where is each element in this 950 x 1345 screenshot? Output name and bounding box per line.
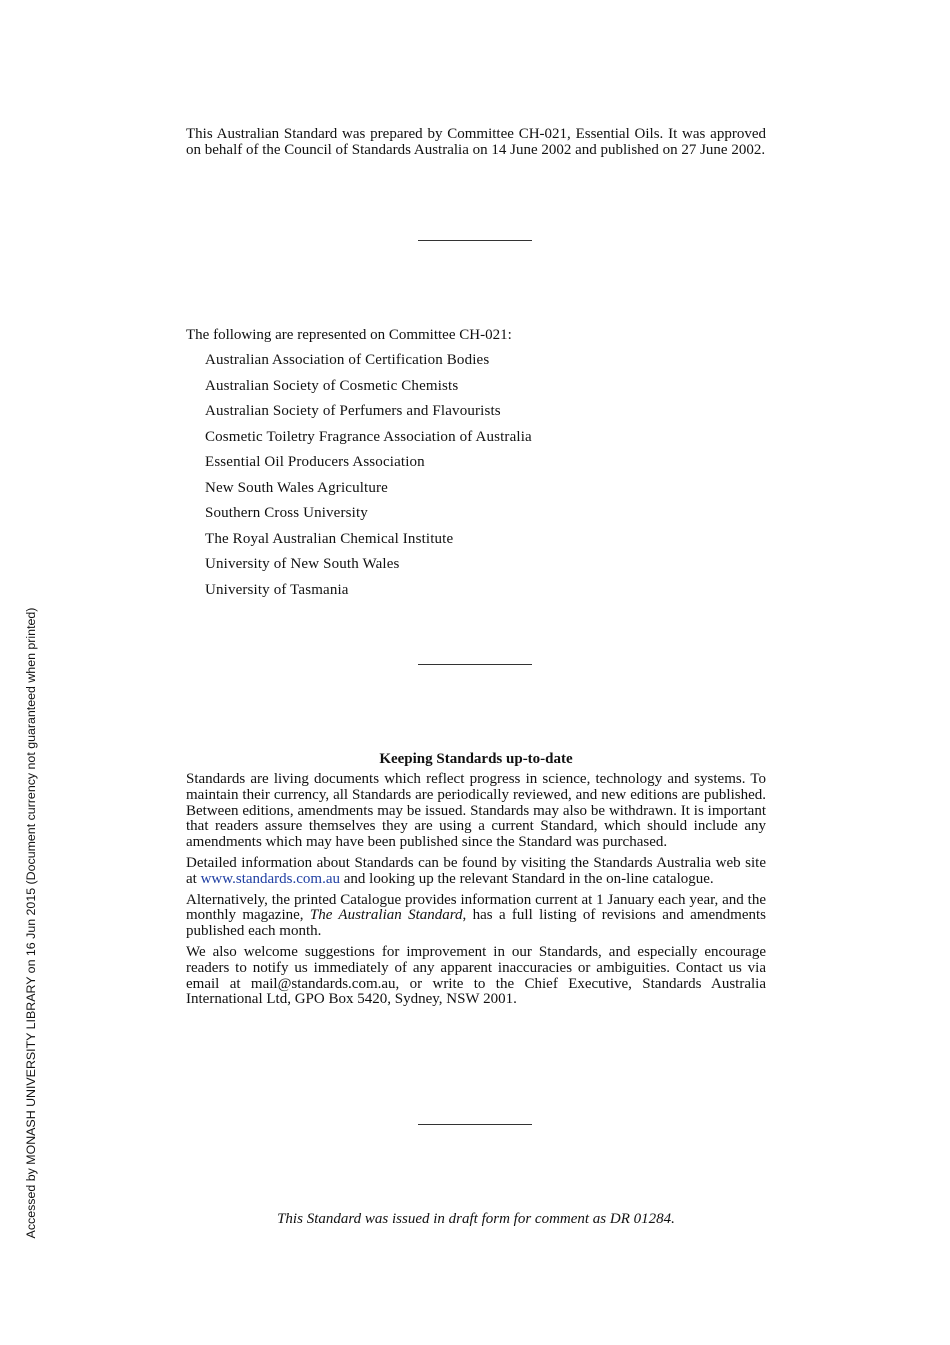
paragraph-living-documents: Standards are living documents which reflect progress in science, technology and systems. To maintain their currency, all Standards are periodically reviewed, and new editions are published. Between editions, amendments may be issued. Standards may also be withdrawn. It is important that readers assure themselves they are using a current Standard, which should include any amendments which may have been published since the Standard was purchased. xyxy=(186,771,766,851)
draft-note: This Standard was issued in draft form for comment as DR 01284. xyxy=(277,1211,675,1227)
paragraph-text: Alternatively, the printed Catalogue provides information current at 1 January each year, and the monthly magazine, xyxy=(186,891,766,924)
website-link[interactable]: www.standards.com.au xyxy=(200,870,340,887)
keeping-standards-section xyxy=(186,750,766,1013)
paragraph-text: Detailed information about Standards can be found by visiting the Standards Australia web site at xyxy=(186,854,766,887)
magazine-title: The Australian Standard xyxy=(309,907,463,924)
committee-member: Australian Society of Perfumers and Flavourists xyxy=(205,403,501,419)
paragraph-catalogue xyxy=(186,893,766,940)
committee-member: University of Tasmania xyxy=(205,581,349,598)
committee-member: Australian Association of Certification Bodies xyxy=(205,352,490,368)
preparation-statement: This Australian Standard was prepared by Committee CH-021, Essential Oils. It was approved on behalf of the Council of Standards Australia on 14 June 2002 and published on 27 June 2002. xyxy=(186,126,766,158)
paragraph-web-site xyxy=(186,856,766,888)
committee-member: Essential Oil Producers Association xyxy=(205,454,425,470)
committee-member: University of New South Wales xyxy=(205,556,400,572)
access-watermark-text: Accessed by MONASH UNIVERSITY LIBRARY on 16 Jun 2015 (Document currency not guaranteed when printed) xyxy=(24,607,38,1239)
section-divider xyxy=(418,664,532,665)
section-heading: Keeping Standards up-to-date xyxy=(379,751,573,767)
committee-member: Cosmetic Toiletry Fragrance Association of Australia xyxy=(205,428,532,445)
section-divider xyxy=(418,1124,532,1125)
committee-member: Australian Society of Cosmetic Chemists xyxy=(205,377,459,394)
committee-member: Southern Cross University xyxy=(205,505,368,521)
committee-member: The Royal Australian Chemical Institute xyxy=(205,530,454,547)
committee-heading: The following are represented on Committee CH-021: xyxy=(186,327,512,343)
section-divider xyxy=(418,240,532,241)
paragraph-text: , has a full listing of revisions and amendments published each month. xyxy=(186,907,766,940)
paragraph-text: and looking up the relevant Standard in the on-line catalogue. xyxy=(340,870,714,887)
committee-member: New South Wales Agriculture xyxy=(205,479,388,496)
paragraph-suggestions: We also welcome suggestions for improvement in our Standards, and especially encourage readers to notify us immediately of any apparent inaccuracies or ambiguities. Contact us via email at mail@standards.com.au, or write to the Chief Executive, Standards Australia International Ltd, GPO Box 5420, Sydney, NSW 2001. xyxy=(186,943,766,1008)
committee-representation xyxy=(186,325,766,603)
committee-member-list xyxy=(186,348,766,603)
